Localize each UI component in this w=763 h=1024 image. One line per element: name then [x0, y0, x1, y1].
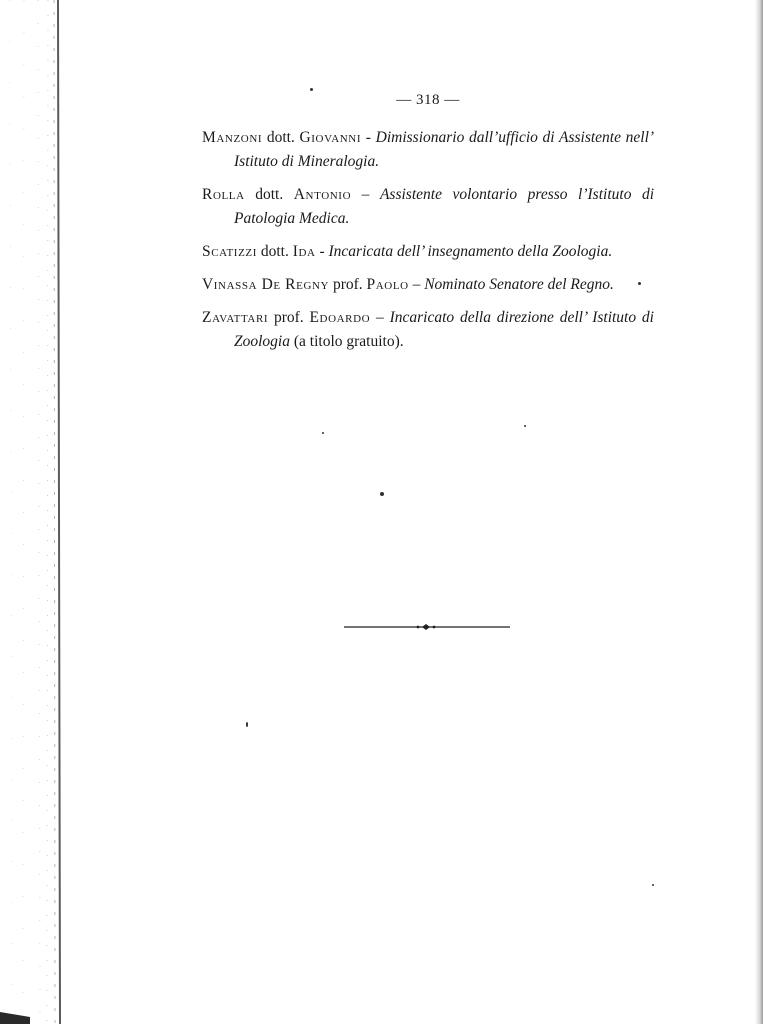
list-item	[202, 183, 654, 231]
entry-separator: –	[361, 186, 370, 203]
list-item	[202, 126, 654, 174]
person-given-name: Giovanni	[299, 129, 362, 146]
person-title: prof.	[332, 276, 363, 293]
entry-note: (a titolo gratuito).	[293, 333, 404, 350]
entry-description: Incaricato della direzione dell’ Istituto di Zoologia	[234, 309, 654, 350]
person-title: dott.	[260, 243, 289, 260]
binding-edge	[0, 0, 62, 1024]
person-title: dott.	[266, 129, 295, 146]
page-right-edge	[755, 0, 763, 1024]
person-title: dott.	[255, 186, 284, 203]
list-item	[202, 240, 654, 264]
page-number: — 318 —	[396, 92, 460, 108]
entry-description: Assistente volontario presso l’Istituto di Patologia Medica.	[234, 186, 655, 227]
scan-speck	[652, 884, 654, 886]
person-surname: Rolla	[202, 186, 245, 203]
entry-description: Nominato Senatore del Regno.	[424, 276, 614, 293]
scan-speck	[638, 282, 641, 285]
person-title: prof.	[273, 309, 304, 326]
entry-separator: -	[319, 243, 325, 260]
person-surname: Manzoni	[202, 129, 263, 146]
list-item	[202, 273, 654, 297]
person-given-name: Ida	[292, 243, 316, 260]
appointments-list	[202, 126, 654, 363]
person-given-name: Paolo	[366, 276, 409, 293]
scan-speck	[322, 432, 324, 434]
entry-description: Dimissionario dall’ufficio di Assistente nell’ Istituto di Mineralogia.	[234, 129, 655, 170]
person-surname: Scatizzi	[202, 243, 257, 260]
person-given-name: Antonio	[293, 186, 352, 203]
person-surname: Vinassa De Regny	[202, 276, 330, 293]
end-rule-ornament	[344, 622, 510, 632]
list-item	[202, 306, 654, 354]
scan-speck	[524, 425, 526, 427]
scan-speck	[380, 492, 384, 496]
entry-separator: –	[412, 276, 421, 293]
entry-description: Incaricata dell’ insegnamento della Zoologia.	[328, 243, 613, 260]
person-surname: Zavattari	[202, 309, 269, 326]
scan-speck	[310, 88, 313, 91]
person-given-name: Edoardo	[309, 309, 371, 326]
entry-separator: -	[365, 129, 371, 146]
entry-separator: –	[376, 309, 384, 326]
scan-speck	[246, 722, 248, 727]
